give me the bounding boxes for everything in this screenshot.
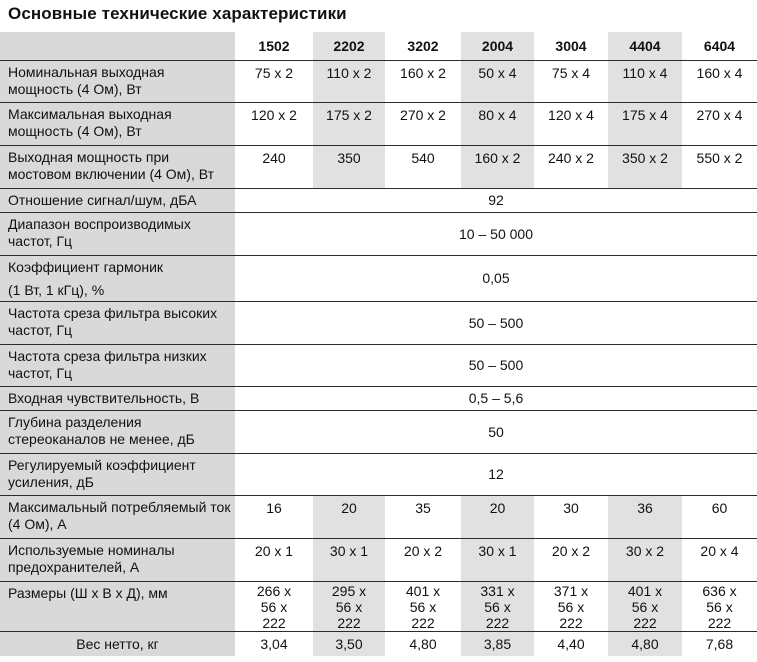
row-label: Используемые номиналы предохранителей, А	[0, 539, 235, 582]
value-cell	[534, 582, 608, 632]
merged-value-cell: 92	[235, 189, 757, 213]
dim-depth: 222	[337, 615, 361, 631]
value-cell: 20 x 2	[534, 539, 608, 582]
dim-depth: 222	[707, 615, 732, 631]
value-cell: 110 x 4	[608, 61, 682, 103]
row-label: Размеры (Ш x В x Д), мм	[0, 582, 235, 632]
value-cell: 110 x 2	[313, 61, 385, 103]
header-row	[0, 32, 757, 61]
merged-value-cell: 10 – 50 000	[235, 213, 757, 256]
value-cell: 270 x 2	[385, 103, 461, 146]
value-cell: 3,04	[235, 632, 313, 656]
value-cell: 540	[385, 146, 461, 189]
model-header: 3202	[407, 38, 439, 54]
dim-depth: 222	[559, 615, 583, 631]
merged-value-cell: 50 – 500	[235, 302, 757, 345]
page-title: Основные технические характеристики	[8, 4, 347, 23]
dim-height: 56 x	[557, 599, 585, 615]
table-row	[0, 302, 757, 345]
value-cell: 50 x 4	[461, 61, 534, 103]
table-row	[0, 582, 757, 632]
model-header: 2004	[461, 32, 534, 61]
value-cell: 160 x 4	[682, 61, 757, 103]
value-cell: 36	[608, 496, 682, 539]
row-label-line: Коэффициент гармоник	[8, 259, 164, 275]
value-cell	[461, 582, 534, 632]
dim-depth: 222	[411, 615, 435, 631]
value-cell: 20 x 4	[682, 539, 757, 582]
value-cell	[313, 582, 385, 632]
row-label: Вес нетто, кг	[0, 632, 235, 656]
value-cell: 4,80	[385, 632, 461, 656]
value-cell: 80 x 4	[461, 103, 534, 146]
dim-width: 401 x	[405, 583, 441, 599]
merged-value-cell: 50	[235, 411, 757, 454]
table-row	[0, 189, 757, 213]
value-cell: 160 x 2	[385, 61, 461, 103]
row-label: Максимальный потребляемый ток (4 Ом), А	[0, 496, 235, 539]
spec-table	[0, 32, 757, 656]
table-row	[0, 539, 757, 582]
model-header: 1502	[258, 38, 290, 54]
merged-value-cell: 0,05	[235, 256, 757, 302]
value-cell: 30 x 1	[313, 539, 385, 582]
value-cell: 75 x 4	[534, 61, 608, 103]
dim-width: 295 x	[331, 583, 367, 599]
model-header: 2202	[313, 32, 385, 61]
value-cell: 240 x 2	[534, 146, 608, 189]
dim-height: 56 x	[706, 599, 733, 615]
value-cell: 60	[682, 496, 757, 539]
table-row	[0, 213, 757, 256]
row-label: Диапазон воспроизводимых частот, Гц	[0, 213, 235, 256]
row-label: Номинальная выходная мощность (4 Ом), Вт	[0, 61, 235, 103]
value-cell: 35	[385, 496, 461, 539]
row-label-line: (1 Вт, 1 кГц), %	[8, 282, 105, 298]
value-cell: 350	[313, 146, 385, 189]
value-cell	[235, 582, 313, 632]
value-cell: 550 x 2	[682, 146, 757, 189]
dim-height: 56 x	[409, 599, 437, 615]
row-label: Частота среза фильтра высоких частот, Гц	[0, 302, 235, 345]
dim-height: 56 x	[335, 599, 363, 615]
value-cell: 4,80	[608, 632, 682, 656]
value-cell: 3,85	[461, 632, 534, 656]
table-row	[0, 411, 757, 454]
dim-width: 331 x	[480, 583, 515, 599]
value-cell: 175 x 2	[313, 103, 385, 146]
merged-value-cell: 12	[235, 454, 757, 496]
value-cell: 30 x 2	[608, 539, 682, 582]
row-label: Глубина разделения стереоканалов не менее, дБ	[0, 411, 235, 454]
value-cell	[608, 582, 682, 632]
dim-height: 56 x	[484, 599, 511, 615]
value-cell: 240	[235, 146, 313, 189]
row-label: Входная чувствительность, В	[0, 387, 235, 411]
row-label: Отношение сигнал/шум, дБА	[0, 189, 235, 213]
value-cell: 20	[313, 496, 385, 539]
model-header: 4404	[608, 32, 682, 61]
merged-value-cell: 50 – 500	[235, 345, 757, 387]
value-cell: 160 x 2	[461, 146, 534, 189]
dim-depth: 222	[633, 615, 657, 631]
table-row	[0, 454, 757, 496]
value-cell: 16	[235, 496, 313, 539]
dim-width: 401 x	[627, 583, 663, 599]
dim-height: 56 x	[260, 599, 288, 615]
dim-height: 56 x	[631, 599, 659, 615]
value-cell: 120 x 2	[235, 103, 313, 146]
table-row	[0, 632, 757, 656]
value-cell	[682, 582, 757, 632]
table-row	[0, 387, 757, 411]
model-header: 6404	[703, 38, 736, 54]
dim-width: 636 x	[702, 583, 737, 599]
value-cell: 30 x 1	[461, 539, 534, 582]
table-row	[0, 345, 757, 387]
row-label	[0, 256, 235, 302]
value-cell: 20	[461, 496, 534, 539]
row-label: Выходная мощность при мостовом включении (4 Ом), Вт	[0, 146, 235, 189]
value-cell: 4,40	[534, 632, 608, 656]
dim-depth: 222	[485, 615, 510, 631]
value-cell: 3,50	[313, 632, 385, 656]
merged-value-cell: 0,5 – 5,6	[235, 387, 757, 411]
header-label-cell	[0, 32, 235, 61]
row-label: Максимальная выходная мощность (4 Ом), Вт	[0, 103, 235, 146]
table-row	[0, 61, 757, 103]
value-cell: 20 x 1	[235, 539, 313, 582]
value-cell: 120 x 4	[534, 103, 608, 146]
value-cell: 350 x 2	[608, 146, 682, 189]
table-row	[0, 496, 757, 539]
value-cell: 30	[534, 496, 608, 539]
value-cell: 7,68	[682, 632, 757, 656]
row-label: Частота среза фильтра низких частот, Гц	[0, 345, 235, 387]
value-cell: 175 x 4	[608, 103, 682, 146]
table-row	[0, 146, 757, 189]
dim-depth: 222	[262, 615, 286, 631]
value-cell	[385, 582, 461, 632]
value-cell: 20 x 2	[385, 539, 461, 582]
model-header: 3004	[555, 38, 587, 54]
table-row	[0, 103, 757, 146]
value-cell: 75 x 2	[235, 61, 313, 103]
table-row	[0, 256, 757, 302]
dim-width: 266 x	[256, 583, 292, 599]
dim-width: 371 x	[553, 583, 589, 599]
row-label: Регулируемый коэффициент усиления, дБ	[0, 454, 235, 496]
value-cell: 270 x 4	[682, 103, 757, 146]
